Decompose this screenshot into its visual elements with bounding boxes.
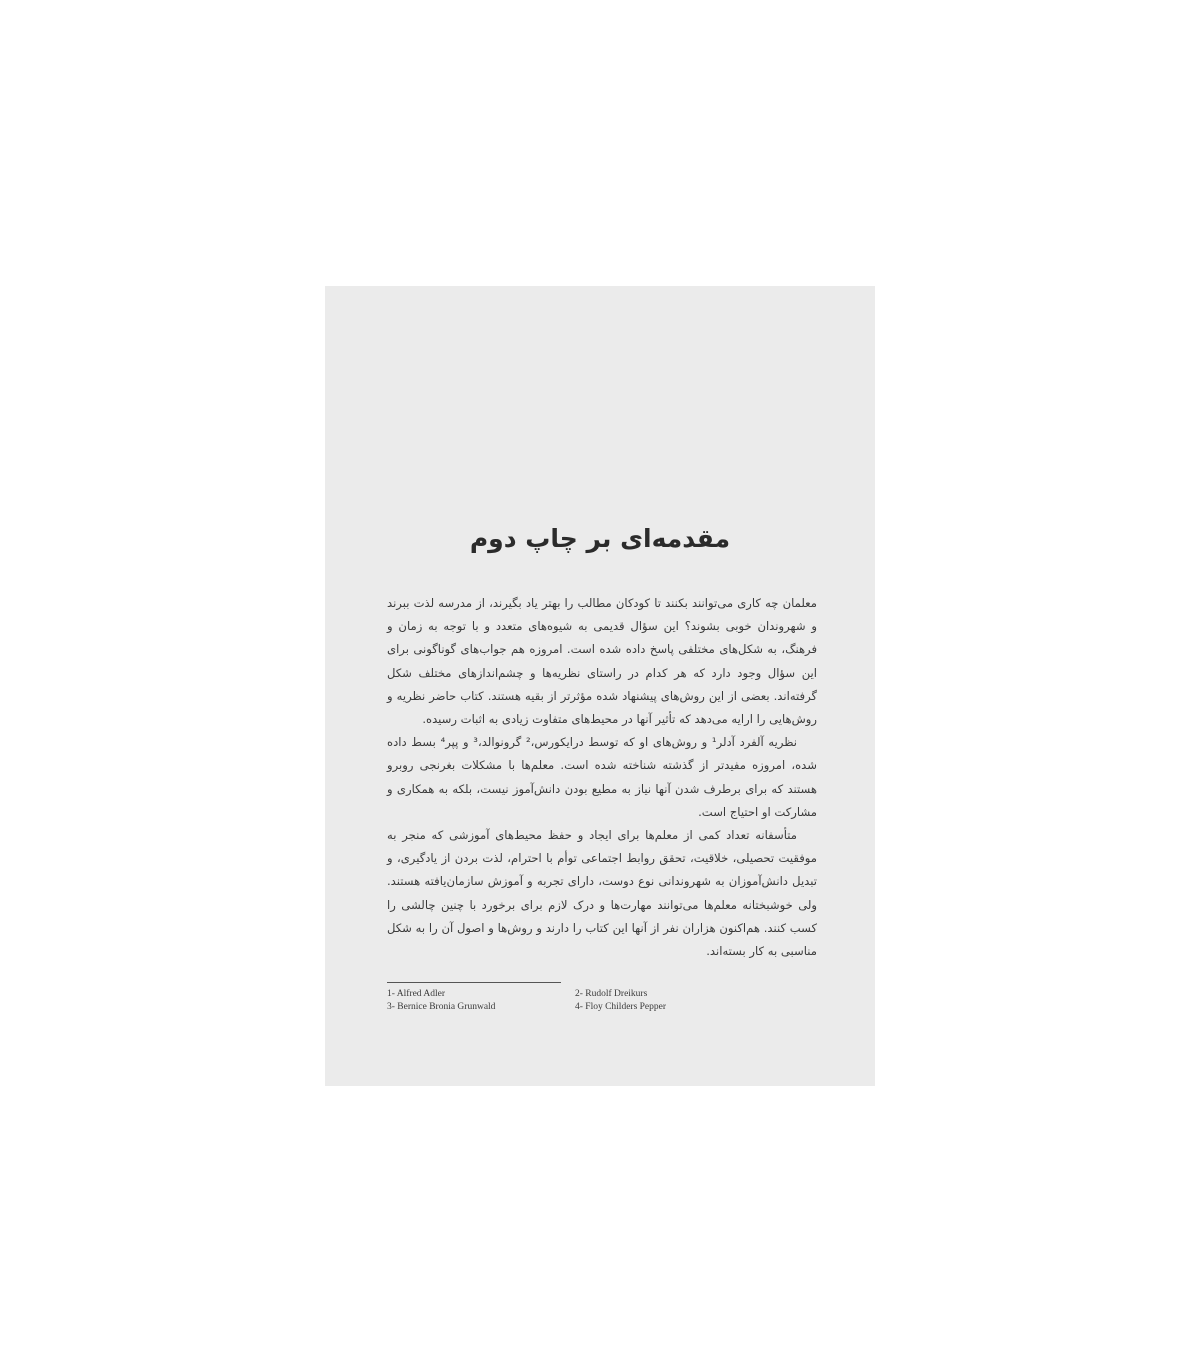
paragraph-3: متأسفانه تعداد کمی از معلم‌ها برای ایجاد و حفظ محیط‌های آموزشی که منجر به موفقیت تحصیلی، خلاقیت، تحقق روابط اجتماعی توأم با احترام، لذت بردن از یادگیری، و تبدیل دانش‌آموزان به شهروندانی نوع دوست، دارای تجربه و آموزش سازمان‌یافته هستند. ولی خوشبختانه معلم‌ها می‌توانند مهارت‌ها و درک لازم برای برخورد با چنین چالشی را کسب کنند. هم‌اکنون هزاران نفر از آنها این کتاب را دارند و روش‌ها و اصول آن را به شکل مناسبی به کار بسته‌اند.: [387, 828, 817, 959]
footnote-1: 1- Alfred Adler: [387, 989, 446, 999]
chapter-title: مقدمه‌ای بر چاپ دوم: [469, 524, 731, 553]
footnote-2: 2- Rudolf Dreikurs: [575, 989, 648, 999]
paragraph-1: معلمان چه کاری می‌توانند بکنند تا کودکان مطالب را بهتر یاد بگیرند، از مدرسه لذت ببرند و شهروندان خوبی بشوند؟ این سؤال قدیمی به شیوه‌های متعدد و با توجه به زمان و فرهنگ، به شکل‌های مختلفی پاسخ داده شده است. امروزه هم جواب‌های گوناگونی برای این سؤال وجود دارد که هر کدام در راستای نظریه‌ها و چشم‌اندازهای مختلف شکل گرفته‌اند. بعضی از این روش‌های پیشنهاد شده مؤثرتر از بقیه هستند. کتاب حاضر نظریه و روش‌هایی را ارایه می‌دهد که تأثیر آنها در محیط‌های متفاوت زیادی به اثبات رسیده.: [387, 596, 817, 727]
footnote-4: 4- Floy Childers Pepper: [575, 1002, 667, 1012]
footnote-divider: [387, 982, 561, 983]
book-page: [325, 286, 875, 1086]
footnote-3: 3- Bernice Bronia Grunwald: [387, 1002, 496, 1012]
body-text: [387, 592, 817, 963]
paragraph-2: نظریه آلفرد آدلر¹ و روش‌های او که توسط درایکورس،² گرونوالد،³ و پپر⁴ بسط داده شده، امروزه مفیدتر از گذشته شناخته شده است. معلم‌ها با مشکلات بغرنجی روبرو هستند که برای برطرف شدن آنها نیاز به مطیع بودن دانش‌آموز نیست، بلکه به همکاری و مشارکت او احتیاج است.: [387, 735, 817, 819]
